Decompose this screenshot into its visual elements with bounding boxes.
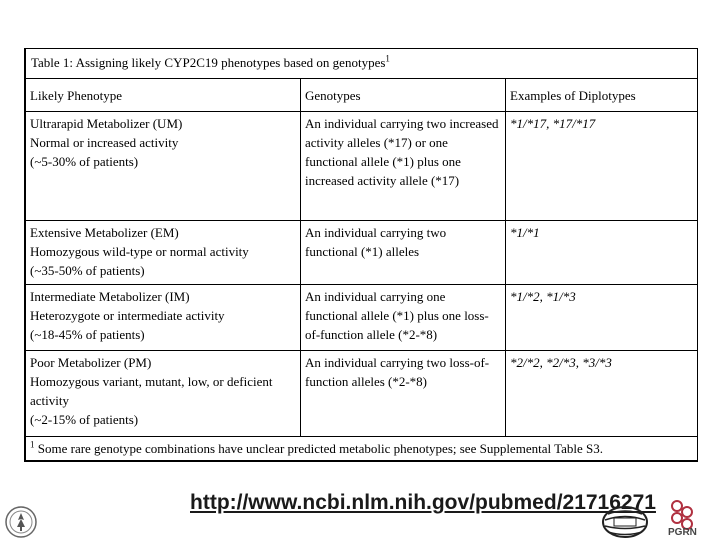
genotype-cell: An individual carrying one functional allele (*1) plus one loss-of-function allele (*2-*8)	[301, 285, 506, 351]
header-genotypes: Genotypes	[301, 79, 506, 112]
table-caption-footnote-ref: 1	[385, 53, 390, 64]
footnote-marker: 1	[30, 439, 35, 450]
phenotype-range: (~18-45% of patients)	[30, 327, 145, 342]
phenotype-range: (~2-15% of patients)	[30, 412, 139, 427]
pgrn-label: PGRN	[668, 527, 697, 538]
genotype-cell: An individual carrying two loss-of-function alleles (*2-*8)	[301, 351, 506, 437]
phenotype-description: Heterozygote or intermediate activity	[30, 308, 225, 323]
table-footnote	[26, 437, 698, 461]
phenotype-title: Extensive Metabolizer (EM)	[30, 225, 179, 240]
table-row	[26, 285, 698, 351]
phenotype-title: Ultrarapid Metabolizer (UM)	[30, 116, 183, 131]
university-seal-icon	[4, 500, 38, 540]
table-caption	[26, 49, 698, 79]
table-row	[26, 221, 698, 285]
diplotype-cell: *2/*2, *2/*3, *3/*3	[506, 351, 698, 437]
genotype-cell: An individual carrying two functional (*1) alleles	[301, 221, 506, 285]
phenotype-range: (~5-30% of patients)	[30, 154, 139, 169]
table-caption-text: Table 1: Assigning likely CYP2C19 phenotypes based on genotypes	[31, 55, 386, 70]
phenotype-table-container	[24, 48, 698, 462]
table-row	[26, 112, 698, 221]
genotype-cell: An individual carrying two increased activity alleles (*17) or one functional allele (*1) plus one increased activity allele (*17)	[301, 112, 506, 221]
phenotype-title: Poor Metabolizer (PM)	[30, 355, 152, 370]
phenotype-cell	[26, 221, 301, 285]
diplotype-cell: *1/*17, *17/*17	[506, 112, 698, 221]
phenotype-description: Homozygous wild-type or normal activity	[30, 244, 249, 259]
table-caption-row	[26, 49, 698, 79]
table-header-row	[26, 79, 698, 112]
table-footnote-row	[26, 437, 698, 461]
diplotype-cell: *1/*2, *1/*3	[506, 285, 698, 351]
phenotype-title: Intermediate Metabolizer (IM)	[30, 289, 190, 304]
phenotype-description: Homozygous variant, mutant, low, or deficient activity	[30, 374, 273, 408]
phenotype-description: Normal or increased activity	[30, 135, 179, 150]
table-row	[26, 351, 698, 437]
phenotype-cell	[26, 285, 301, 351]
header-diplotypes: Examples of Diplotypes	[506, 79, 698, 112]
phenotype-table	[25, 49, 698, 461]
phenotype-range: (~35-50% of patients)	[30, 263, 145, 278]
pubmed-link[interactable]: http://www.ncbi.nlm.nih.gov/pubmed/21716271	[190, 491, 656, 514]
diplotype-cell: *1/*1	[506, 221, 698, 285]
footnote-text: Some rare genotype combinations have unclear predicted metabolic phenotypes; see Supplemental Table S3.	[37, 441, 604, 456]
header-phenotype: Likely Phenotype	[26, 79, 301, 112]
pharmgkb-logo-icon	[600, 504, 650, 540]
phenotype-cell	[26, 112, 301, 221]
phenotype-cell	[26, 351, 301, 437]
